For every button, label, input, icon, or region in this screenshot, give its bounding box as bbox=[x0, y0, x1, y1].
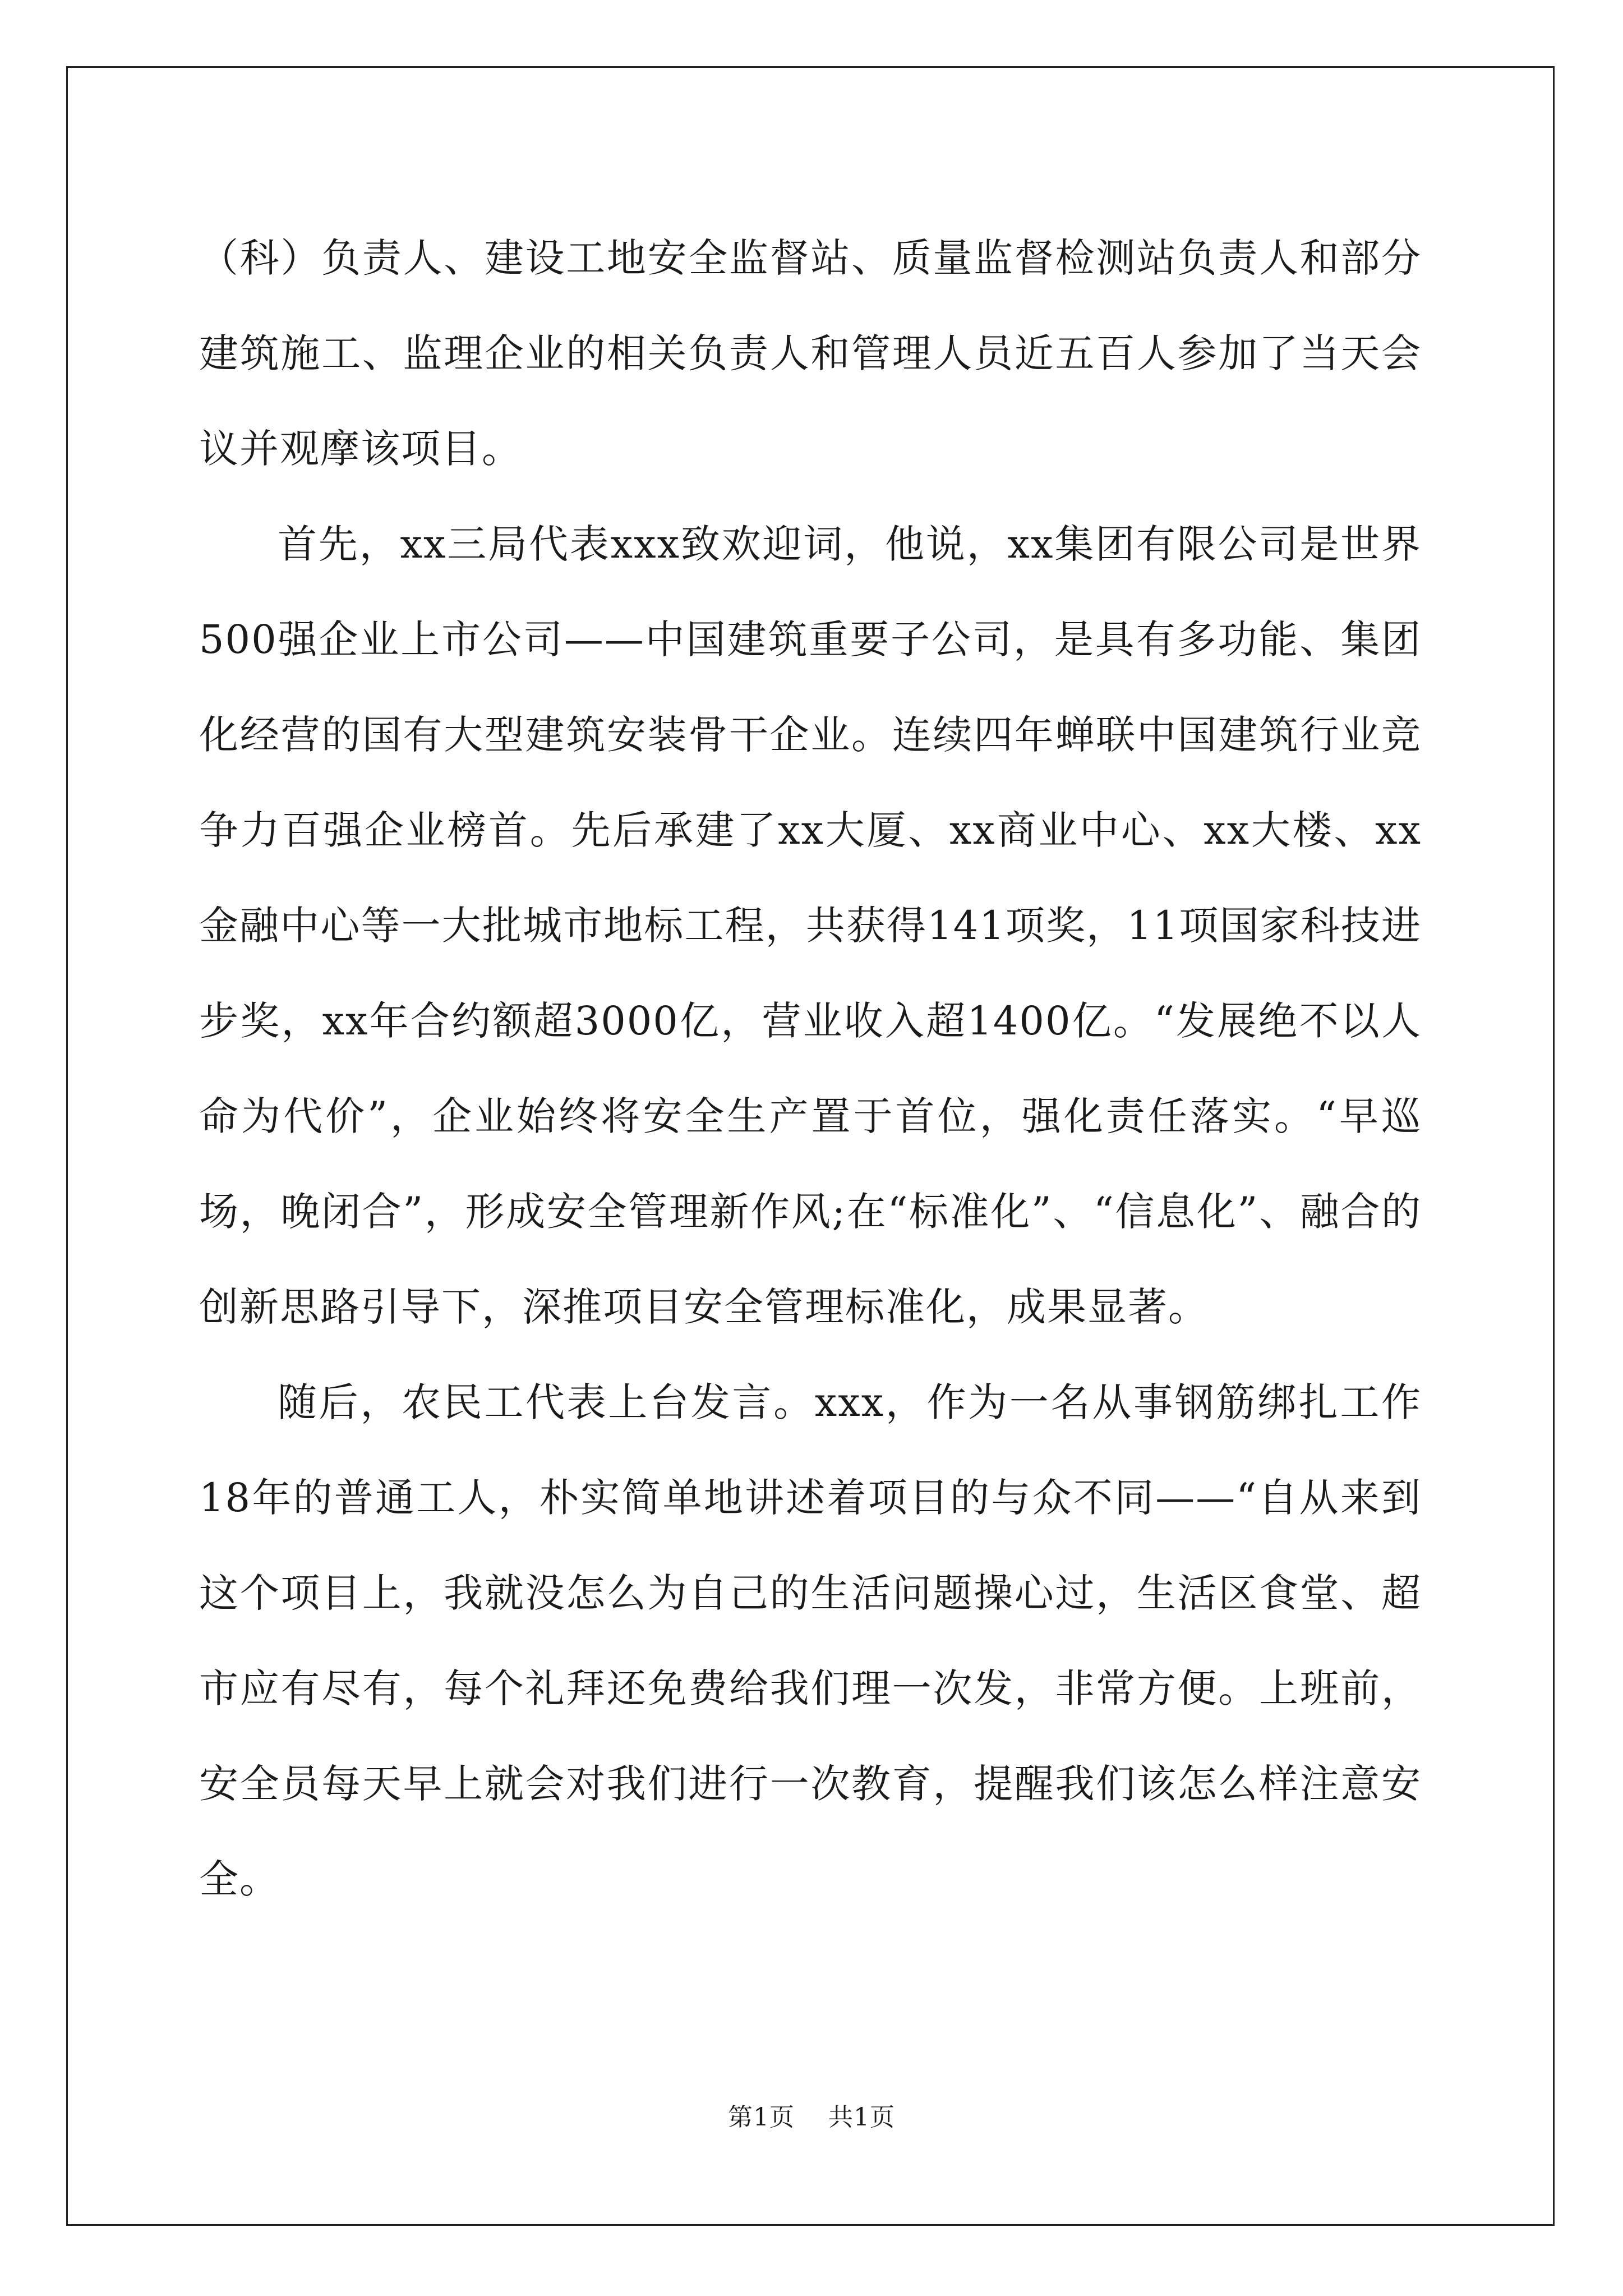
paragraph-worker-speech: 随后，农民工代表上台发言。xxx，作为一名从事钢筋绑扎工作18年的普通工人，朴实简单地讲述着项目的与众不同——“自从来到这个项目上，我就没怎么为自己的生活问题操心过，生活区食堂、超市应有尽有，每个礼拜还免费给我们理一次发，非常方便。上班前，安全员每天早上就会对我们进行一次教育，提醒我们该怎么样注意安全。 bbox=[199, 1379, 1422, 1902]
document-body bbox=[199, 210, 1422, 1927]
paragraph-continuation: （科）负责人、建设工地安全监督站、质量监督检测站负责人和部分建筑施工、监理企业的相关负责人和管理人员近五百人参加了当天会议并观摩该项目。 bbox=[199, 235, 1422, 472]
page-total: 共1页 bbox=[828, 2103, 895, 2132]
page-number: 第1页 bbox=[728, 2103, 795, 2132]
page-footer bbox=[0, 2101, 1623, 2134]
paragraph-welcome-speech: 首先，xx三局代表xxx致欢迎词，他说，xx集团有限公司是世界500强企业上市公司——中国建筑重要子公司，是具有多功能、集团化经营的国有大型建筑安装骨干企业。连续四年蝉联中国建筑行业竞争力百强企业榜首。先后承建了xx大厦、xx商业中心、xx大楼、xx金融中心等一大批城市地标工程，共获得141项奖，11项国家科技进步奖，xx年合约额超3000亿，营业收入超1400亿。“发展绝不以人命为代价”，企业始终将安全生产置于首位，强化责任落实。“早巡场，晚闭合”，形成安全管理新作风;在“标准化”、“信息化”、融合的创新思路引导下，深推项目安全管理标准化，成果显著。 bbox=[199, 521, 1422, 1330]
